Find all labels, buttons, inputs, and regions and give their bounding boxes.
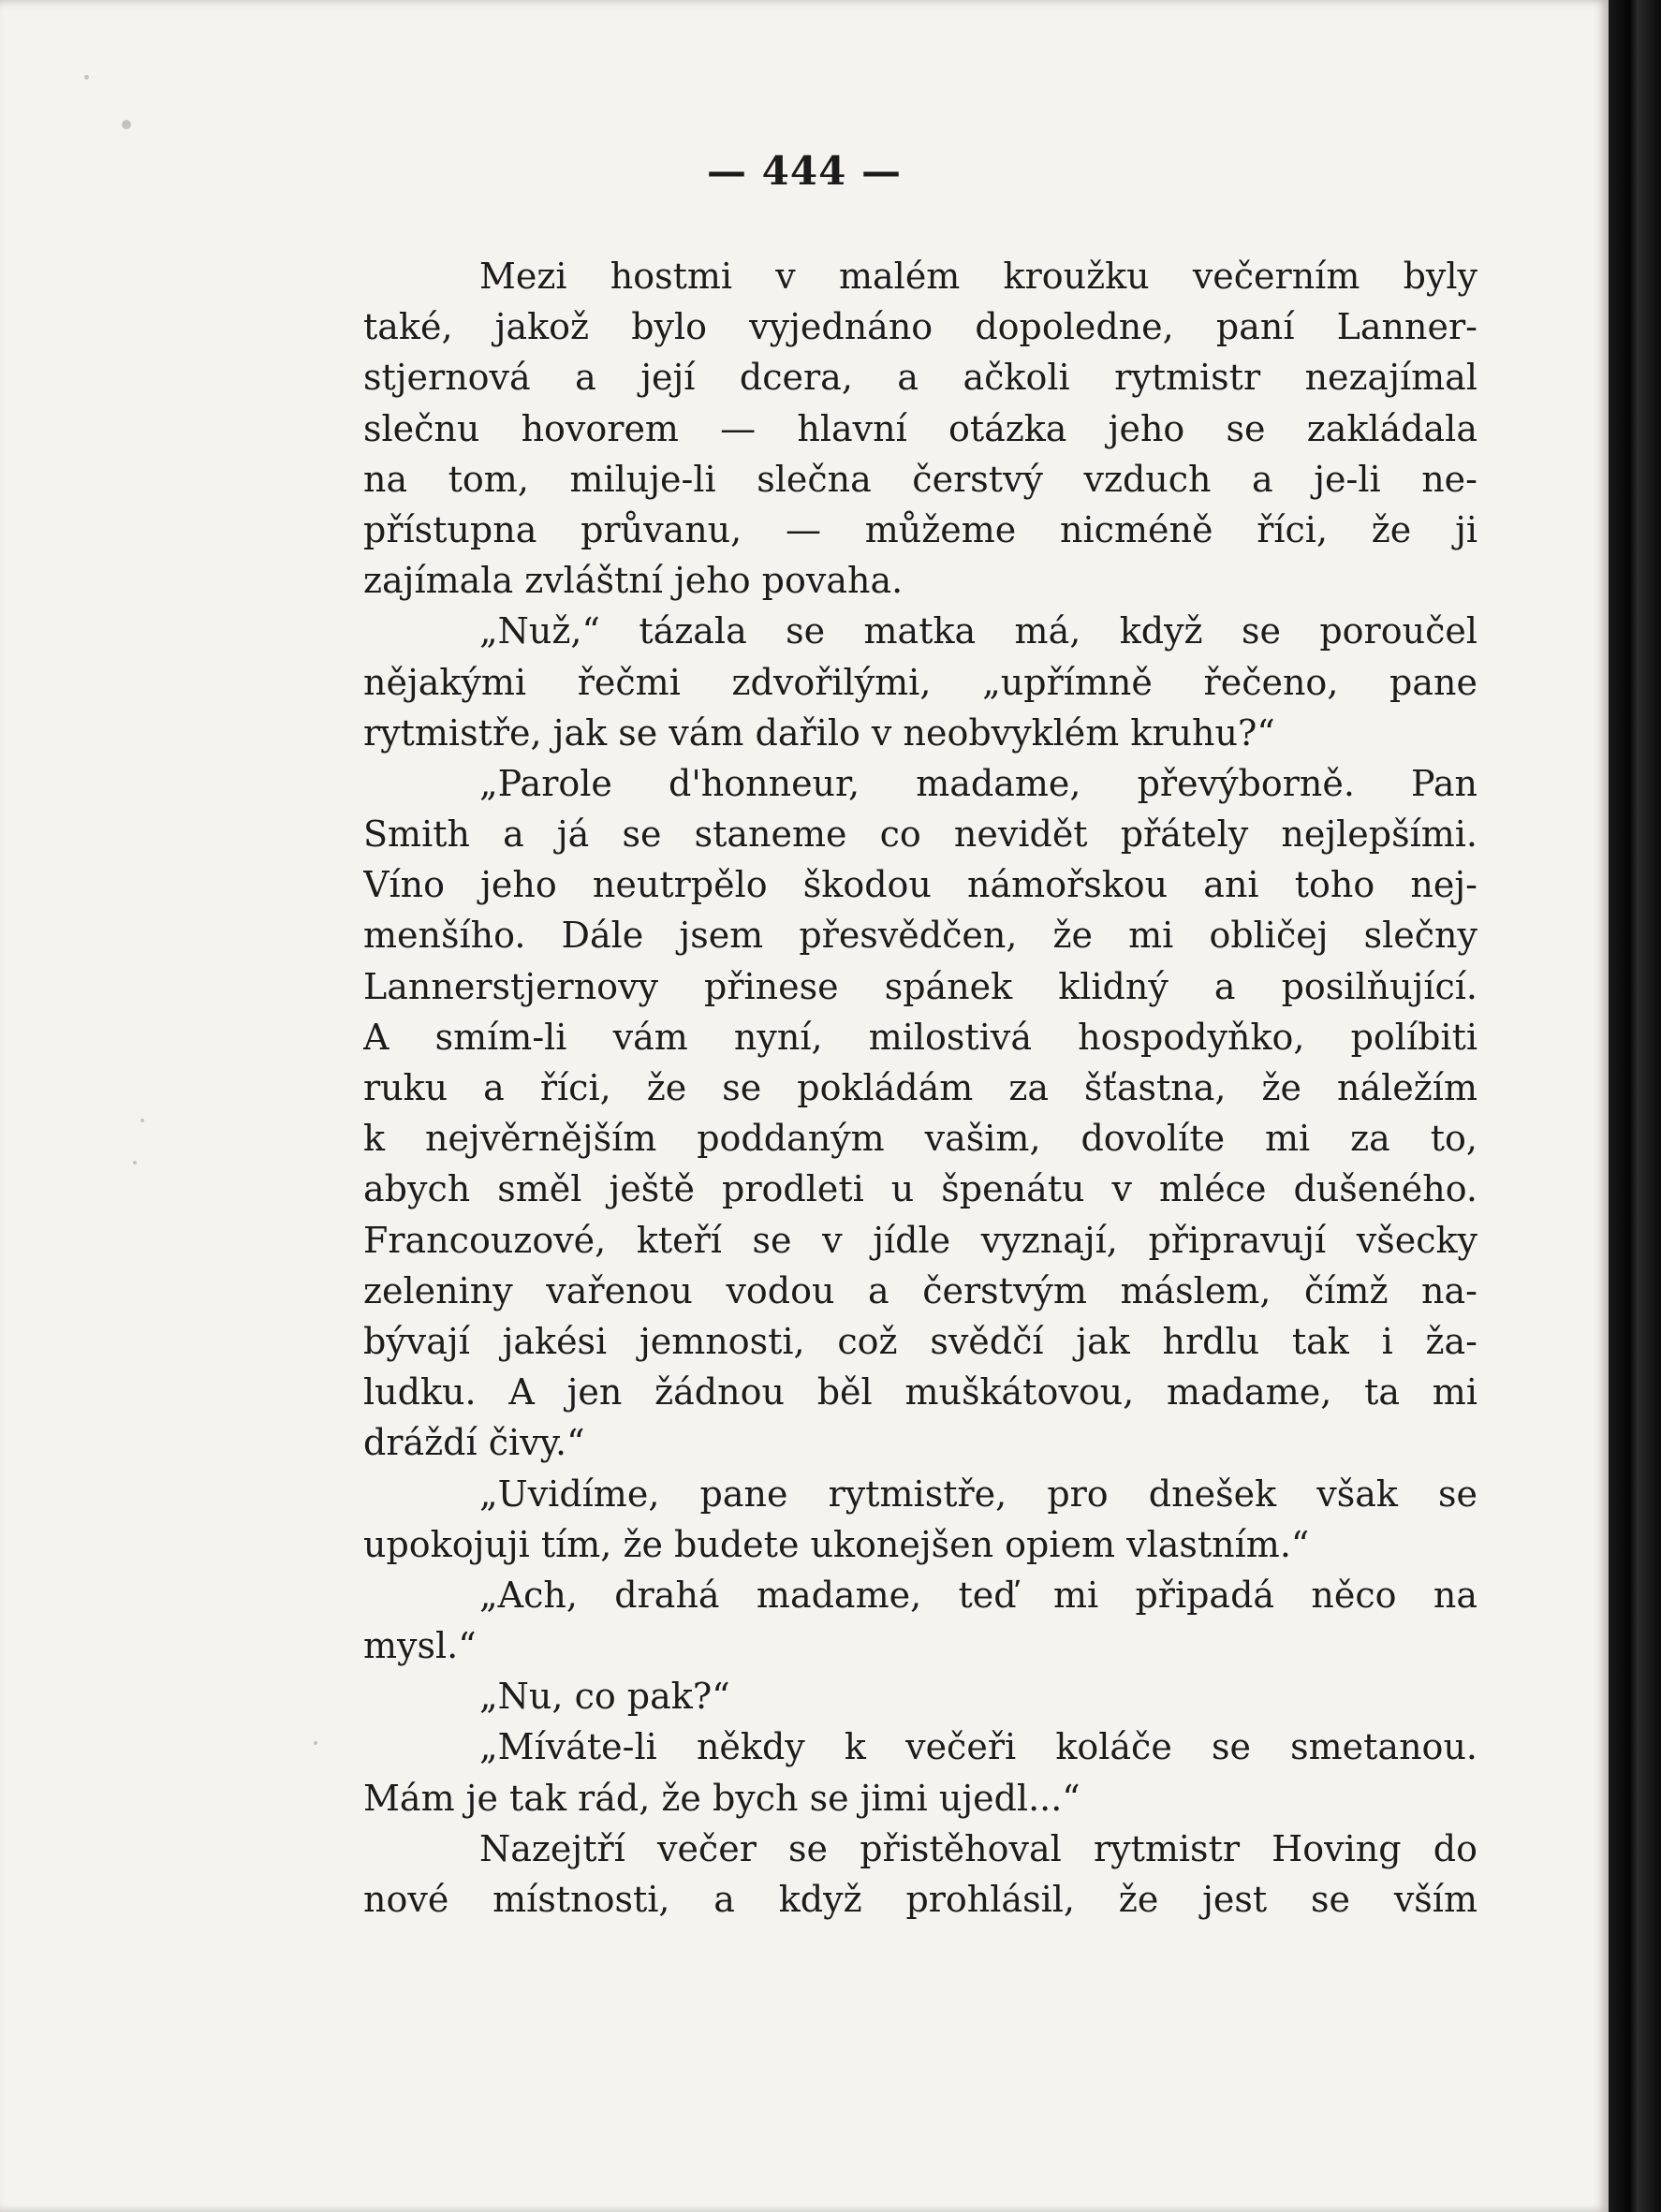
scan-speck	[140, 1119, 144, 1122]
scan-speck	[122, 120, 131, 129]
text-line: Mezi hostmi v malém kroužku večerním byly	[479, 256, 1477, 297]
text-line: nové místnosti, a když prohlásil, že jest se vším	[363, 1879, 1477, 1920]
text-line: přístupna průvanu, — můžeme nicméně říci, že ji	[363, 508, 1477, 550]
text-line: Lannerstjernovy přinese spánek klidný a posilňující.	[363, 965, 1477, 1007]
text-line: „Ach, drahá madame, teď mi připadá něco na	[479, 1574, 1477, 1616]
text-line: na tom, miluje-li slečna čerstvý vzduch a je-li ne-	[363, 458, 1477, 500]
text-line: „Nu, co pak?“	[479, 1676, 730, 1718]
text-line: zajímala zvláštní jeho povaha.	[363, 560, 904, 602]
text-line: stjernová a její dcera, a ačkoli rytmistr nezajímal	[363, 357, 1477, 399]
text-line: Víno jeho neutrpělo škodou námořskou ani toho nej-	[363, 864, 1477, 906]
text-line: Nazejtří večer se přistěhoval rytmistr Hoving do	[479, 1827, 1477, 1869]
text-line: také, jakož bylo vyjednáno dopoledne, paní Lanner-	[363, 306, 1477, 348]
text-line: A smím-li vám nyní, milostivá hospodyňko, políbiti	[363, 1016, 1477, 1058]
text-line: Mám je tak rád, že bych se jimi ujedl...“	[363, 1777, 1080, 1819]
text-line: zeleniny vařenou vodou a čerstvým máslem, čímž na-	[363, 1269, 1477, 1311]
scan-speck	[133, 1161, 137, 1165]
text-line: mysl.“	[363, 1625, 477, 1667]
text-line: rytmistře, jak se vám dařilo v neobvyklém kruhu?“	[363, 711, 1275, 754]
text-line: ludku. A jen žádnou běl muškátovou, madame, ta mi	[363, 1371, 1477, 1414]
text-line: Smith a já se staneme co nevidět přátely nejlepšími.	[363, 813, 1477, 856]
text-line: ruku a říci, že se pokládám za šťastna, že náležím	[363, 1067, 1477, 1108]
text-line: Francouzové, kteří se v jídle vyznají, připravují všecky	[363, 1219, 1477, 1261]
text-line: nějakými řečmi zdvořilými, „upřímně řečeno, pane	[363, 661, 1477, 703]
text-line: k nejvěrnějším poddaným vašim, dovolíte mi za to,	[363, 1118, 1477, 1160]
scan-speck	[84, 75, 89, 80]
body-text	[363, 251, 1477, 1925]
text-line: dráždí čivy.“	[363, 1422, 585, 1464]
binding-shadow	[1609, 0, 1661, 2212]
text-line: „Nuž,“ tázala se matka má, když se poroučel	[479, 610, 1477, 652]
text-line: bývají jakési jemnosti, což svědčí jak hrdlu tak i ža-	[363, 1320, 1477, 1362]
text-line: „Uvidíme, pane rytmistře, pro dnešek však se	[479, 1472, 1477, 1515]
text-line: upokojuji tím, že budete ukonejšen opiem vlastním.“	[363, 1523, 1310, 1565]
text-line: „Míváte-li někdy k večeři koláče se smetanou.	[479, 1726, 1477, 1768]
text-line: slečnu hovorem — hlavní otázka jeho se zakládala	[363, 407, 1477, 449]
text-line: „Parole d'honneur, madame, převýborně. Pan	[479, 762, 1477, 804]
text-line: abych směl ještě prodleti u špenátu v mléce dušeného.	[363, 1168, 1477, 1210]
page-number: — 444 —	[707, 148, 902, 194]
scan-speck	[314, 1741, 317, 1745]
text-line: menšího. Dále jsem přesvědčen, že mi obličej slečny	[363, 915, 1477, 957]
